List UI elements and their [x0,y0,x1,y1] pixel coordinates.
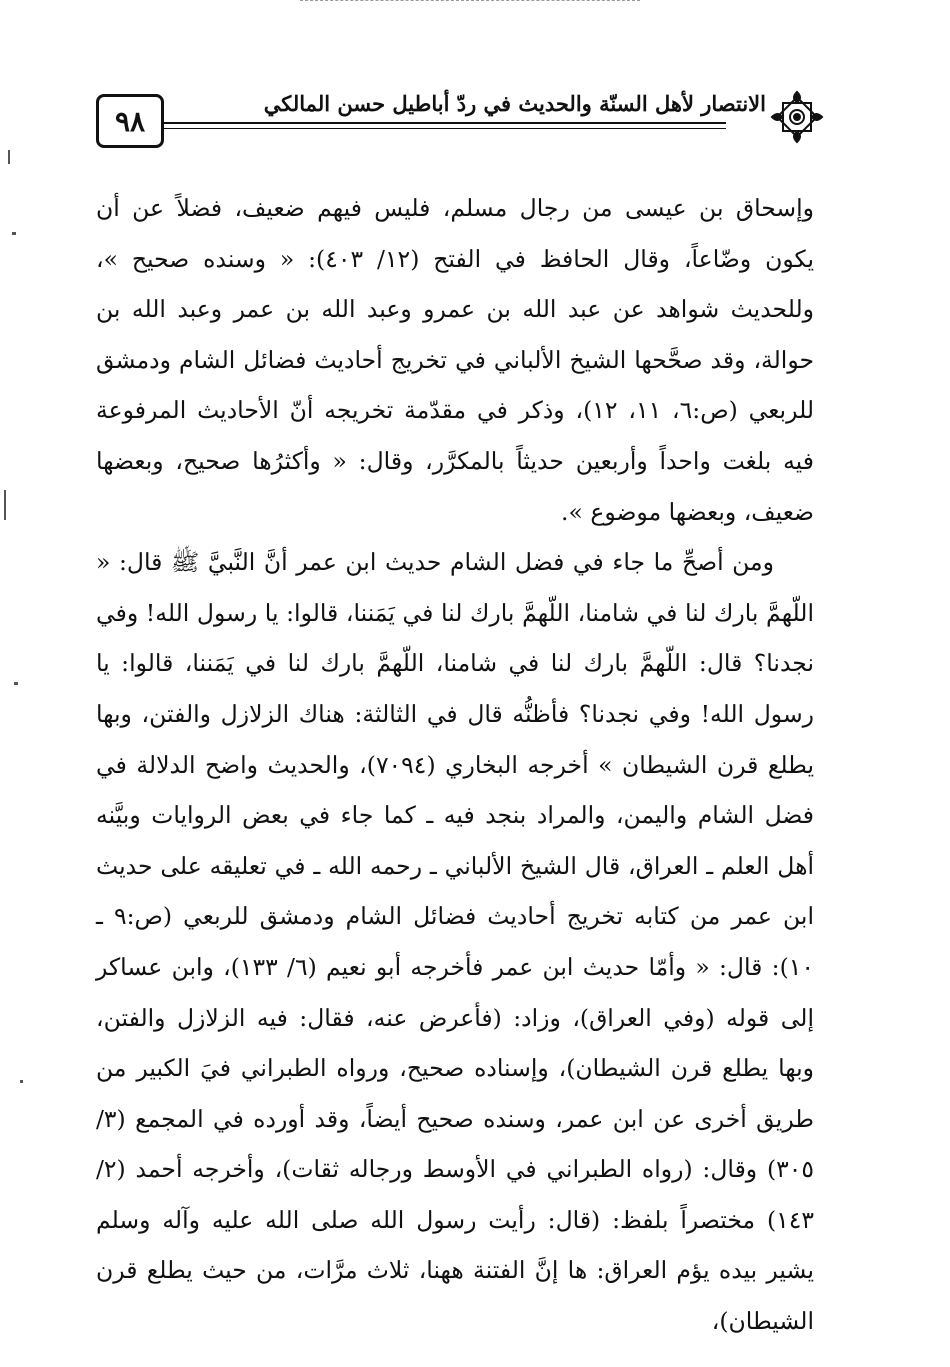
paragraph: ومن أصحِّ ما جاء في فضل الشام حديث ابن عمر أنَّ النَّبيَّ ﷺ قال: « اللّهمَّ بارك لنا في شامنا، اللّهمَّ بارك لنا في يَمَننا، قالوا: يا رسول الله! وفي نجدنا؟ قال: اللّهمَّ بارك لنا في شامنا، اللّهمَّ بارك لنا في يَمَننا، قالوا: يا رسول الله! وفي نجدنا؟ فأظنُّه قال في الثالثة: هناك الزلازل والفتن، وبها يطلع قرن الشيطان » أخرجه البخاري (٧٠٩٤)، والحديث واضح الدلالة في فضل الشام واليمن، والمراد بنجد فيه ـ كما جاء في بعض الروايات وبيَّنه أهل العلم ـ العراق، قال الشيخ الألباني ـ رحمه الله ـ في تعليقه على حديث ابن عمر من كتابه تخريج أحاديث فضائل الشام ودمشق للربعي (ص:٩ ـ ١٠): قال: « وأمّا حديث ابن عمر فأخرجه أبو نعيم (٦/ ١٣٣)، وابن عساكر إلى قوله (وفي العراق)، وزاد: (فأعرض عنه، فقال: فيه الزلازل والفتن، وبها يطلع قرن الشيطان)، وإسناده صحيح، ورواه الطبراني فيَ الكبير من طريق أخرى عن ابن عمر، وسنده صحيح أيضاً، وقد أورده في المجمع (٣/ ٣٠٥) وقال: (رواه الطبراني في الأوسط ورجاله ثقات)، وأخرجه أحمد (٢/ ١٤٣) مختصراً بلفظ: (قال: رأيت رسول الله صلى الله عليه وآله وسلم يشير بيده يؤم العراق: ها إنَّ الفتنة ههنا، ثلاث مرَّات، من حيث يطلع قرن الشيطان)، [96,548,814,1336]
header-rule [96,122,726,124]
scan-mark [8,150,10,164]
scan-mark [4,490,6,520]
top-scan-rule [300,0,640,1]
scan-mark [12,232,16,235]
running-title: الانتصار لأهل السنّة والحديث في ردّ أباطيل حسن المالكي [200,88,766,120]
scan-mark [20,1080,23,1083]
flower-ornament-icon [770,90,824,144]
paragraph: وإسحاق بن عيسى من رجال مسلم، فليس فيهم ضعيف، فضلاً عن أن يكون وضّاعاً، وقال الحافظ في الفتح (١٢/ ٤٠٣): « وسنده صحيح »، وللحديث شواهد عن عبد الله بن عمرو وعبد الله بن عمر وعبد الله بن حوالة، وقد صحَّحها الشيخ الألباني في تخريج أحاديث فضائل الشام ودمشق للربعي (ص:٦، ١١، ١٢)، وذكر في مقدّمة تخريجه أنّ الأحاديث المرفوعة فيه بلغت واحداً وأربعين حديثاً بالمكرَّر، وقال: « وأكثرُها صحيح، وبعضها ضعيف، وبعضها موضوع ». [96,194,815,526]
page-number-box [96,94,164,148]
header-rule [96,128,726,129]
page-header [96,88,824,158]
scan-mark [14,682,18,685]
page-number: ٩٨ [114,104,146,138]
body-text [96,183,814,1347]
